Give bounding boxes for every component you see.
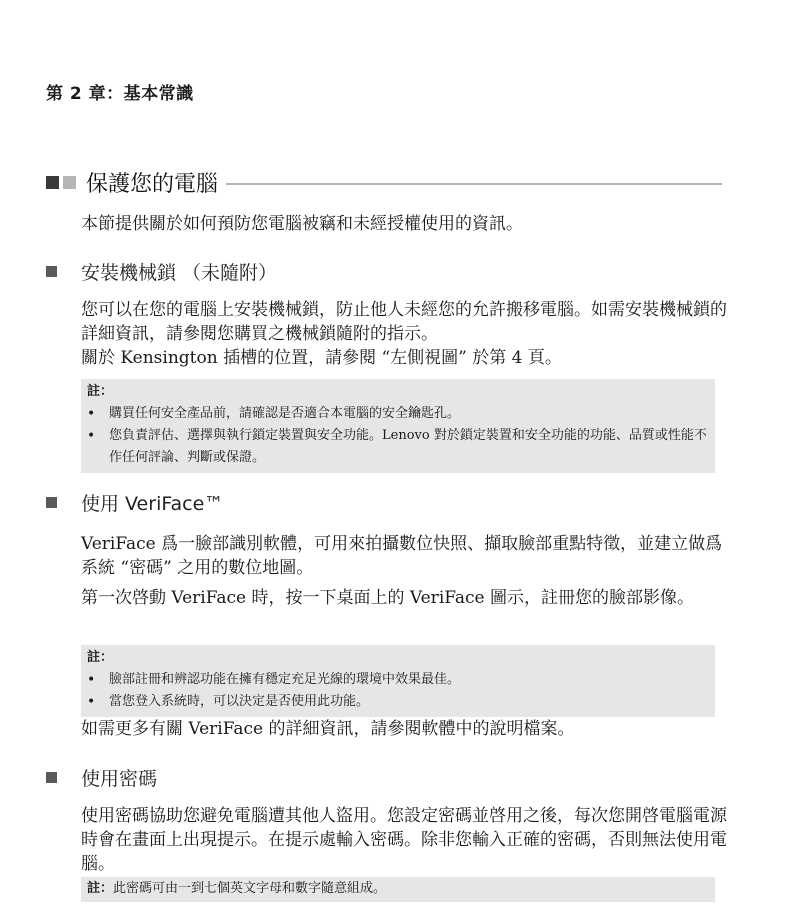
subsection-title: 使用 VeriFace™	[81, 493, 224, 515]
paragraph: 如需更多有關 VeriFace 的詳細資訊，請參閱軟體中的說明檔案。	[81, 719, 575, 739]
section-intro: 本節提供關於如何預防您電腦被竊和未經授權使用的資訊。	[81, 214, 523, 234]
heading-square-icon	[46, 266, 57, 277]
note-label: 註：	[87, 650, 114, 665]
note-text: 此密碼可由一到七個英文字母和數字隨意組成。	[113, 881, 387, 896]
subsection-heading-password	[46, 764, 157, 791]
note-label: 註：	[87, 881, 114, 896]
note-item: • 您負責評估、選擇與執行鎖定裝置與安全功能。Lenovo 對於鎖定裝置和安全功能的功能、品質或性能不作任何評論、判斷或保證。	[81, 425, 715, 469]
section-divider	[226, 183, 722, 185]
section-marker-light-icon	[63, 176, 76, 189]
paragraph: 關於 Kensington 插槽的位置，請參閱 “左側視圖” 於第 4 頁。	[81, 348, 562, 368]
heading-square-icon	[46, 497, 57, 508]
note-list	[81, 669, 715, 713]
note-box	[81, 877, 715, 902]
note-item: • 臉部註冊和辨認功能在擁有穩定充足光線的環境中效果最佳。	[81, 669, 715, 691]
subsection-title: 使用密碼	[81, 768, 158, 790]
subsection-title: 安裝機械鎖 （未隨附）	[81, 262, 278, 284]
subsection-heading-lock	[46, 258, 277, 285]
section-marker-dark-icon	[46, 176, 59, 189]
paragraph: 使用密碼協助您避免電腦遭其他人盜用。您設定密碼並啓用之後，每次您開啓電腦電源時會在畫面上出現提示。在提示處輸入密碼。除非您輸入正確的密碼，否則無法使用電腦。	[81, 806, 727, 874]
heading-square-icon	[46, 772, 57, 783]
paragraph: VeriFace 爲一臉部識別軟體，可用來拍攝數位快照、擷取臉部重點特徵，並建立做爲系統 “密碼” 之用的數位地圖。	[81, 534, 723, 578]
section-title: 保護您的電腦	[86, 171, 219, 197]
note-list	[81, 403, 715, 469]
paragraph: 第一次啓動 VeriFace 時，按一下桌面上的 VeriFace 圖示，註冊您的臉部影像。	[81, 588, 695, 608]
note-box	[81, 379, 715, 473]
note-label: 註：	[87, 384, 114, 399]
note-item: • 當您登入系統時，可以決定是否使用此功能。	[81, 691, 715, 713]
section-heading	[46, 166, 722, 198]
chapter-header: 第 2 章：基本常識	[46, 84, 194, 104]
paragraph: 您可以在您的電腦上安裝機械鎖，防止他人未經您的允許搬移電腦。如需安裝機械鎖的詳細資訊，請參閱您購買之機械鎖隨附的指示。	[81, 300, 727, 344]
note-item: • 購買任何安全產品前，請確認是否適合本電腦的安全鑰匙孔。	[81, 403, 715, 425]
note-box	[81, 645, 715, 717]
subsection-heading-veriface	[46, 489, 223, 516]
